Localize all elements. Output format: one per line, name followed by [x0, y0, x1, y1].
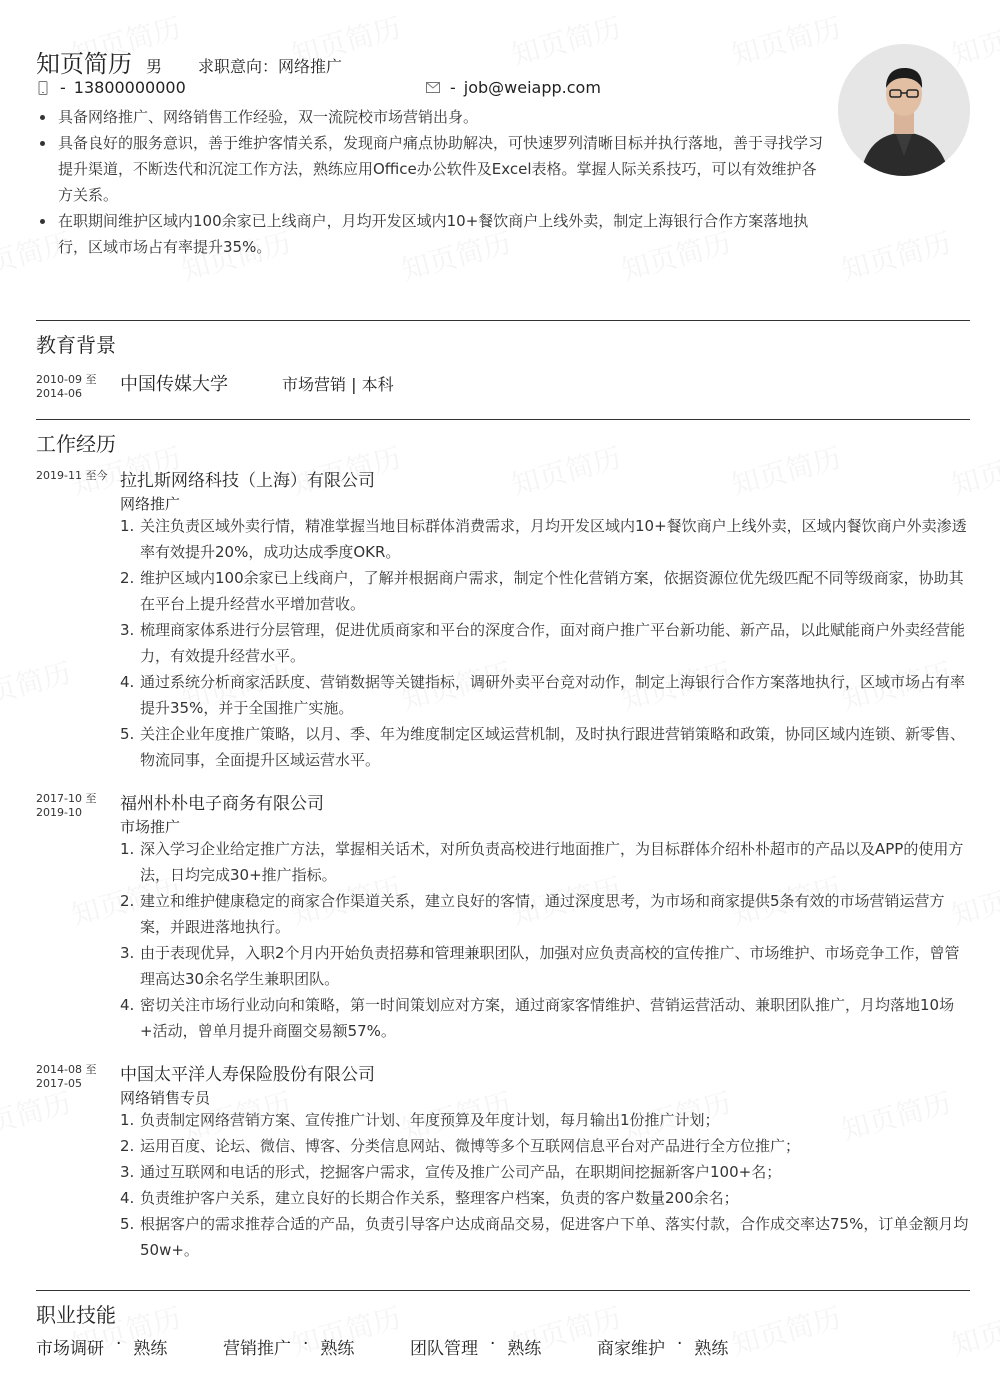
- watermark-text: [507, 6, 626, 74]
- company-name: 拉扎斯网络科技（上海）有限公司: [120, 471, 375, 491]
- section-title-education: 教育背景: [36, 333, 116, 357]
- mail-icon: [426, 81, 440, 95]
- section-title-skills: 职业技能: [36, 1303, 116, 1327]
- company-name: 福州朴朴电子商务有限公司: [120, 794, 324, 814]
- email-address: job@weiapp.com: [463, 78, 601, 97]
- duty-item: 5. 关注企业年度推广策略，以月、季、年为维度制定区域运营机制，及时执行跟进营销策略和政策，协同区域内连锁、新零售、物流同事，全面提升区域运营水平。: [120, 725, 966, 769]
- skill-item: [36, 1334, 223, 1359]
- summary-list: [36, 104, 826, 260]
- skill-item: [597, 1334, 784, 1359]
- summary-item: 具备良好的服务意识，善于维护客情关系，发现商户痛点协助解决，可快速罗列清晰目标并执行落地，善于寻找学习提升渠道，不断迭代和沉淀工作方法，熟练应用Office办公软件及Excel表格。掌握人际关系技巧，可以有效维护各方关系。: [36, 130, 826, 208]
- date-start: 2017-10 至: [36, 792, 97, 805]
- watermark-text: [947, 6, 1000, 74]
- skill-separator: ·: [490, 1334, 496, 1354]
- duty-item: 1. 负责制定网络营销方案、宣传推广计划、年度预算及年度计划，每月输出1份推广计划；: [120, 1111, 720, 1129]
- skill-name: 市场调研: [36, 1339, 104, 1359]
- skill-level: 熟练: [694, 1339, 729, 1359]
- section-divider: [36, 1290, 970, 1291]
- phone-number: 13800000000: [73, 78, 186, 97]
- skill-name: 营销推广: [223, 1339, 291, 1359]
- education-entry: [36, 358, 970, 398]
- work-date: [36, 469, 116, 483]
- duty-item: 2. 建立和维护健康稳定的商家合作渠道关系，建立良好的客情，通过深度思考，为市场和商家提供5条有效的市场营销运营方案，并跟进落地执行。: [120, 892, 945, 936]
- contact-dash: -: [60, 78, 66, 97]
- skill-level: 熟练: [507, 1339, 542, 1359]
- job-role: 网络销售专员: [120, 1089, 211, 1107]
- date-end: 2014-06: [36, 387, 82, 400]
- phone-icon: [36, 81, 50, 95]
- duty-item: 4. 密切关注市场行业动向和策略，第一时间策划应对方案，通过商家客情维护、营销运营活动、兼职团队推广，月均落地10场+活动，曾单月提升商圈交易额57%。: [120, 996, 955, 1040]
- summary-item: 在职期间维护区域内100余家已上线商户，月均开发区域内10+餐饮商户上线外卖，制定上海银行合作方案落地执行，区域市场占有率提升35%。: [36, 208, 826, 260]
- header-name-line: [36, 44, 342, 79]
- work-date: [36, 1063, 116, 1091]
- skill-name: 商家维护: [597, 1339, 665, 1359]
- duty-item: 5. 根据客户的需求推荐合适的产品，负责引导客户达成商品交易，促进客户下单、落实付款，合作成交率达75%，订单金额月均50w+。: [120, 1215, 969, 1259]
- company-name: 中国太平洋人寿保险股份有限公司: [120, 1065, 375, 1085]
- duty-item: 1. 深入学习企业给定推广方法，掌握相关话术，对所负责高校进行地面推广，为目标群体介绍朴朴超市的产品以及APP的使用方法，日均完成30+推广指标。: [120, 840, 964, 884]
- duty-item: 4. 负责维护客户关系，建立良好的长期合作关系，整理客户档案，负责的客户数量200余名；: [120, 1189, 739, 1207]
- date-end: 2017-05: [36, 1077, 82, 1090]
- skill-name: 团队管理: [410, 1339, 478, 1359]
- duty-item: 2. 运用百度、论坛、微信、博客、分类信息网站、微博等多个互联网信息平台对产品进行全方位推广；: [120, 1137, 801, 1155]
- major-degree: 市场营销 | 本科: [282, 375, 394, 394]
- section-divider: [36, 419, 970, 420]
- summary-item: 具备网络推广、网络销售工作经验，双一流院校市场营销出身。: [36, 104, 826, 130]
- job-role: 网络推广: [120, 495, 181, 513]
- skill-separator: ·: [303, 1334, 309, 1354]
- skill-item: [410, 1334, 597, 1359]
- avatar: [838, 44, 970, 176]
- duty-item: 4. 通过系统分析商家活跃度、营销数据等关键指标，调研外卖平台竞对动作，制定上海银行合作方案落地执行，区域市场占有率提升35%，并于全国推广实施。: [120, 673, 966, 717]
- watermark-text: [0, 1081, 75, 1149]
- contact-phone: [36, 78, 186, 97]
- education-date: [36, 373, 116, 401]
- skill-separator: ·: [677, 1334, 683, 1354]
- skill-separator: ·: [116, 1334, 122, 1354]
- work-section: [36, 419, 970, 457]
- contact-email: [426, 78, 601, 97]
- skills-section: [36, 1290, 970, 1328]
- avatar-photo: [838, 44, 970, 176]
- skill-level: 熟练: [320, 1339, 355, 1359]
- duty-list: [120, 1107, 972, 1263]
- watermark-text: [0, 651, 75, 719]
- job-role: 市场推广: [120, 818, 181, 836]
- candidate-name: 知页简历: [36, 50, 132, 78]
- skill-level: 熟练: [133, 1339, 168, 1359]
- watermark-text: [837, 221, 956, 289]
- duty-list: [120, 836, 972, 1044]
- duty-item: 3. 由于表现优异，入职2个月内开始负责招募和管理兼职团队，加强对应负责高校的宣传推广、市场维护、市场竞争工作，曾管理高达30余名学生兼职团队。: [120, 944, 960, 988]
- date-start: 2014-08 至: [36, 1063, 97, 1076]
- school-name: 中国传媒大学: [120, 374, 228, 395]
- date-end: 2019-10: [36, 806, 82, 819]
- skill-item: [223, 1334, 410, 1359]
- job-intent: 求职意向：网络推广: [198, 57, 343, 76]
- work-date: [36, 792, 116, 820]
- section-title-work: 工作经历: [36, 432, 116, 456]
- duty-item: 1. 关注负责区域外卖行情，精准掌握当地目标群体消费需求，月均开发区域内10+餐饮商户上线外卖，区域内餐饮商户外卖渗透率有效提升20%，成功达成季度OKR。: [120, 517, 967, 561]
- skills-list: [36, 1334, 970, 1359]
- candidate-gender: 男: [146, 57, 163, 76]
- date-start: 2010-09 至: [36, 373, 97, 386]
- contact-dash: -: [450, 78, 456, 97]
- duty-list: [120, 513, 972, 773]
- watermark-text: [727, 6, 846, 74]
- duty-item: 3. 梳理商家体系进行分层管理，促进优质商家和平台的深度合作，面对商户推广平台新功能、新产品，以此赋能商户外卖经营能力，有效提升经营水平。: [120, 621, 966, 665]
- date-start: 2019-11 至今: [36, 469, 108, 482]
- section-divider: [36, 320, 970, 321]
- education-section: [36, 320, 970, 398]
- duty-item: 3. 通过互联网和电话的形式，挖掘客户需求，宣传及推广公司产品，在职期间挖掘新客户100+名；: [120, 1163, 782, 1181]
- duty-item: 2. 维护区域内100余家已上线商户，了解并根据商户需求，制定个性化营销方案，依据资源位优先级匹配不同等级商家，协助其在平台上提升经营水平增加营收。: [120, 569, 964, 613]
